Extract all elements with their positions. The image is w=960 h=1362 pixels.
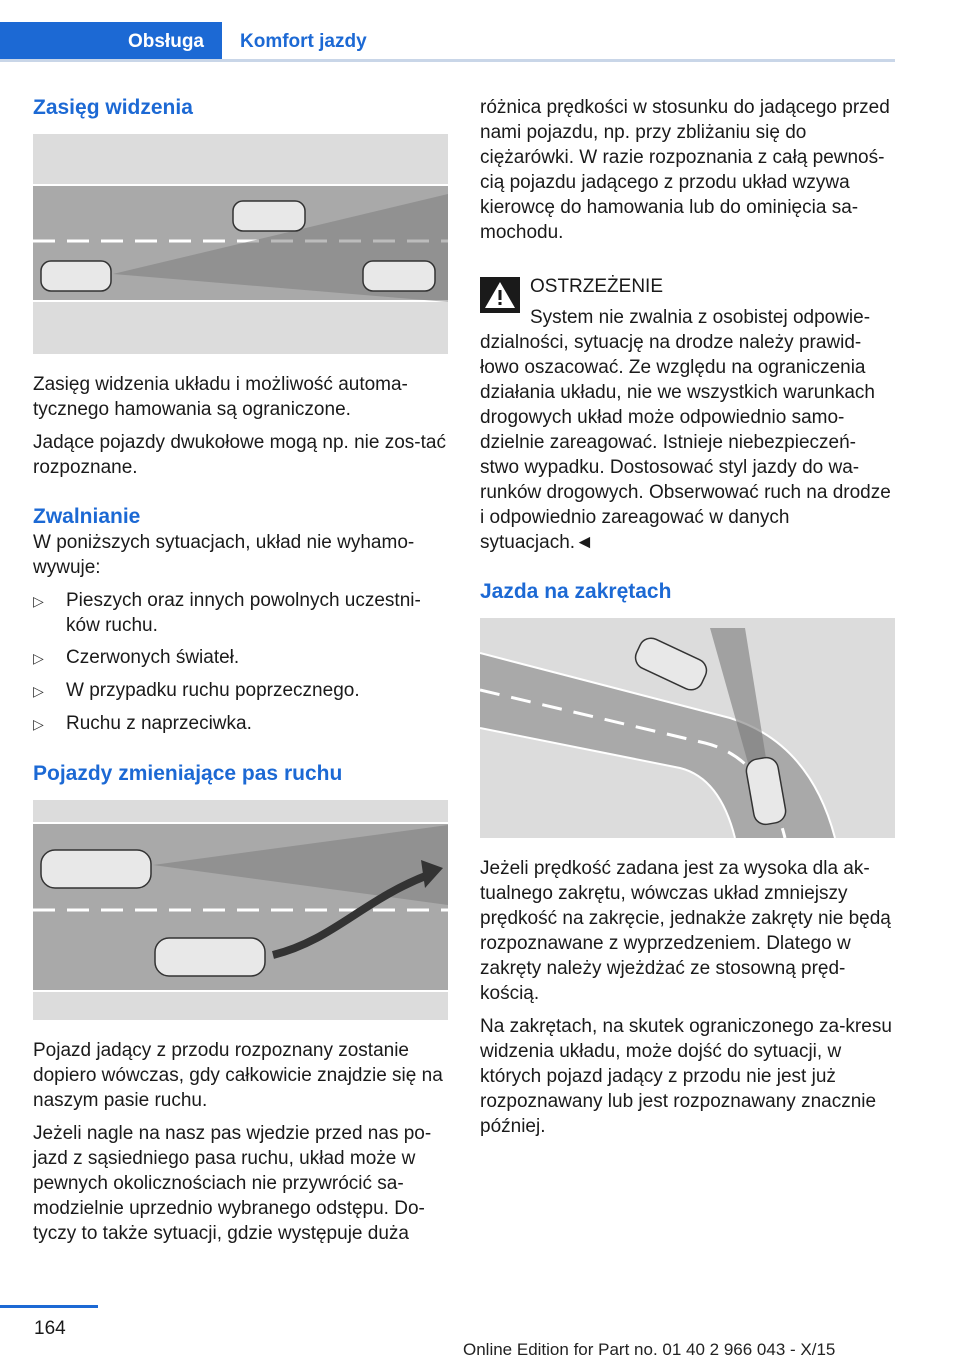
- heading-zakrety: Jazda na zakrętach: [480, 580, 672, 603]
- triangle-bullet-icon: ▷: [33, 716, 44, 732]
- header-tabs: [0, 22, 895, 62]
- paragraph: Jeżeli prędkość zadana jest za wysoka dla ak-tualnego zakrętu, wówczas układ zmniejszy prędkość na zakręcie, jednakże zakręty nie będą rozpoznawane z wyprzedzeniem. Dlatego w zakręty należy wjeżdżać ze stosowną pręd-kością.: [480, 858, 891, 1004]
- triangle-bullet-icon: ▷: [33, 683, 44, 699]
- footer-line: [0, 1305, 98, 1308]
- right-column: [480, 95, 895, 1139]
- warning-text: System nie zwalnia z osobistej odpowie-dzialności, sytuację na drodze należy prawid-łowo oszacować. Ze względu na ograniczenia działania układu, nie we wszystkich warunkach drogowych układ może odpowiednio samo-dzielnie zareagować. Istnieje niebezpieczeń-stwo wypadku. Dostosować styl jazdy do wa-runków drogowych. Obserwować ruch na drodze i odpowiednio zareagować w danych sytuacjach.◄: [480, 307, 891, 553]
- paragraph: Zasięg widzenia układu i możliwość automa-tycznego hamowania są ograniczone.: [33, 374, 408, 420]
- list-item: ▷ Ruchu z naprzeciwka.: [33, 711, 448, 737]
- list-item: ▷ Pieszych oraz innych powolnych uczestni-ków ruchu.: [33, 590, 421, 636]
- warning-title: OSTRZEŻENIE: [530, 276, 664, 297]
- illustration-lane-change: [33, 800, 448, 1020]
- heading-zasieg: Zasięg widzenia: [33, 96, 193, 119]
- list-item: ▷ Czerwonych świateł.: [33, 645, 448, 671]
- warning-block: [480, 269, 895, 555]
- tab-obsluga[interactable]: Obsługa: [0, 22, 222, 62]
- warning-triangle-icon: [480, 277, 520, 313]
- paragraph: Jeżeli nagle na nasz pas wjedzie przed nas po-jazd z sąsiedniego pasa ruchu, układ może w pewnych okolicznościach nie przywrócić sa-modzielnie uprzednio wybranego odstępu. Do-tyczy to także sytuacji, gdzie występuje duża: [33, 1123, 432, 1244]
- heading-zwalnianie: Zwalnianie: [33, 505, 141, 528]
- paragraph: W poniższych sytuacjach, układ nie wyhamo-wywuje:: [33, 532, 415, 578]
- paragraph: Pojazd jadący z przodu rozpoznany zostanie dopiero wówczas, gdy całkowicie znajdzie się na naszym pasie ruchu.: [33, 1040, 443, 1111]
- triangle-bullet-icon: ▷: [33, 650, 44, 666]
- triangle-bullet-icon: ▷: [33, 593, 44, 609]
- paragraph: Jadące pojazdy dwukołowe mogą np. nie zos-tać rozpoznane.: [33, 432, 446, 478]
- page-number: 164: [34, 1318, 66, 1339]
- header-line: [0, 59, 895, 62]
- heading-pojazdy: Pojazdy zmieniające pas ruchu: [33, 762, 343, 785]
- list-item: ▷ W przypadku ruchu poprzecznego.: [33, 678, 448, 704]
- paragraph: Na zakrętach, na skutek ograniczonego za-kresu widzenia układu, może dojść do sytuacji, w których pojazd jadący z przodu nie jest już rozpoznawany lub jest rozpoznawany znacznie później.: [480, 1016, 892, 1137]
- tab-komfort-jazdy[interactable]: Komfort jazdy: [240, 31, 367, 52]
- left-column: [33, 95, 448, 1246]
- paragraph: różnica prędkości w stosunku do jadącego przed nami pojazdu, np. przy zbliżaniu się do ciężarówki. W razie rozpoznania z całą pewnoś-cią pojazdu jadącego z przodu układ wzywa kierowcę do hamowania lub do ominięcia sa-mochodu.: [480, 97, 890, 243]
- edition-footer: Online Edition for Part no. 01 40 2 966 043 - X/15: [463, 1340, 836, 1359]
- illustration-range: [33, 134, 448, 354]
- illustration-curve: [480, 618, 895, 838]
